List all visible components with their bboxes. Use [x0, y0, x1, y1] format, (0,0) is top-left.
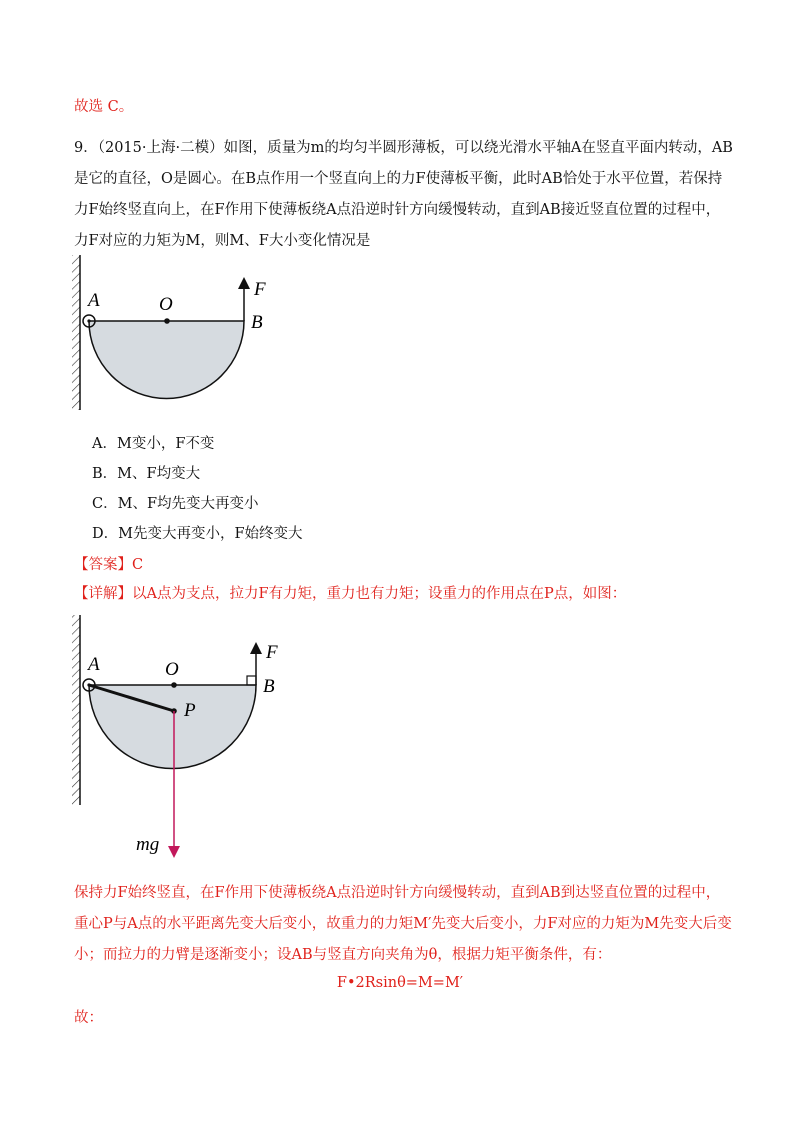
answer-value: C [132, 557, 144, 573]
formula: F•2Rsinθ=M=M′ [336, 975, 464, 991]
question-9 [74, 133, 734, 257]
point-o [164, 318, 170, 324]
option-a: A．M变小，F不变 [92, 436, 215, 452]
wall-hatching [72, 255, 80, 410]
answer-line [74, 555, 143, 575]
label-f: F [254, 279, 266, 300]
label-b: B [251, 312, 263, 333]
label-a: A [88, 290, 100, 311]
semicircle-plate [89, 685, 256, 769]
figure-1-semicircle-plate [60, 250, 290, 420]
question-number: 9． [74, 140, 98, 156]
option-d: D．M先变大再变小，F始终变大 [92, 526, 303, 542]
question-body: 如图，质量为m的均匀半圆形薄板，可以绕光滑水平轴A在竖直平面内转动，AB是它的直径，O是圆心。在B点作用一个竖直向上的力F使薄板平衡，此时AB恰处于水平位置，若保持力F始终竖直向上，在F作用下使薄板绕A点沿逆时针方向缓慢转动，直到AB接近竖直位置的过程中，力F对应的力矩为M，则M、F大小变化情况是 [74, 140, 733, 249]
option-c: C．M、F均先变大再变小 [92, 496, 259, 512]
label-o: O [165, 659, 179, 680]
pivot-a-center [87, 683, 90, 686]
answer-tag: 【答案】 [74, 557, 132, 573]
label-p: P [184, 700, 196, 721]
detail-tag: 【详解】 [74, 586, 132, 602]
conclusion: 故： [74, 1010, 103, 1026]
previous-answer: 故选 C。 [74, 99, 134, 115]
label-a: A [88, 654, 100, 675]
right-angle-mark [247, 676, 256, 685]
option-b: B．M、F均变大 [92, 466, 201, 482]
detail-line [74, 584, 626, 604]
explanation: 保持力F始终竖直，在F作用下使薄板绕A点沿逆时针方向缓慢转动，直到AB到达竖直位置的过程中，重心P与A点的水平距离先变大后变小，故重力的力矩M′先变大后变小，力F对应的力矩为M先变大后变小；而拉力的力臂是逐渐变小；设AB与竖直方向夹角为θ，根据力矩平衡条件，有： [74, 885, 732, 963]
figure-2-gravity-diagram [60, 612, 300, 867]
label-o: O [159, 294, 173, 315]
label-f: F [266, 642, 278, 663]
wall-hatching [72, 615, 80, 805]
pivot-a-center [87, 319, 90, 322]
semicircle-plate [89, 321, 244, 398]
question-source: （2015·上海·二模） [97, 140, 224, 156]
label-mg: mg [136, 834, 160, 855]
detail-intro: 以A点为支点，拉力F有力矩，重力也有力矩；设重力的作用点在P点，如图： [132, 586, 627, 602]
label-b: B [263, 676, 275, 697]
point-o [171, 682, 177, 688]
